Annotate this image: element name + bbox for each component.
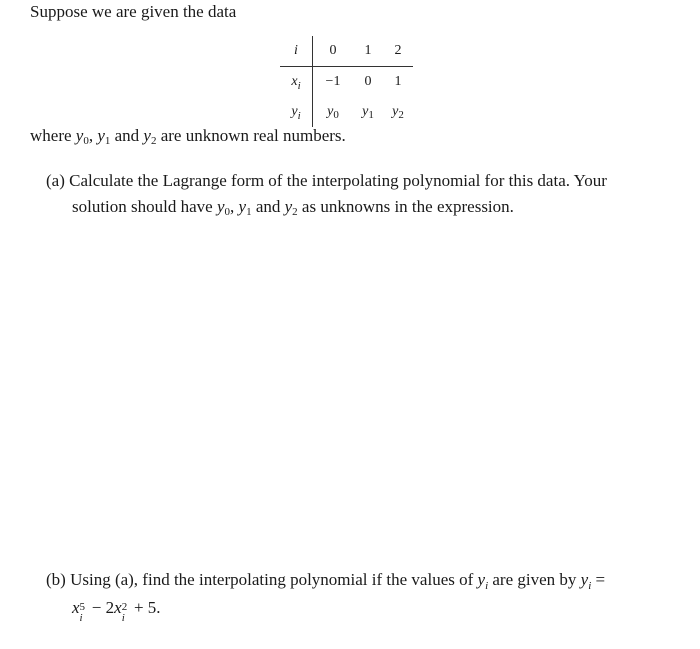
part-b-marker: (b) [46, 570, 66, 589]
part-b-line1: (b) Using (a), find the interpolating polynomial if the values of $y_i$ are given by $y_i$ = [46, 570, 606, 592]
x-cell: −1 [325, 74, 341, 89]
question-part-b [46, 567, 666, 624]
x-cell: 0 [364, 74, 372, 89]
part-a-line2: solution should have y0, y1 and y2 as unknowns in the expression. [72, 197, 514, 218]
y-cell: $y_2$ [392, 104, 404, 121]
y-cell: $y_1$ [362, 104, 374, 121]
x-row-label: $x_i$ [280, 67, 313, 98]
data-table [280, 36, 413, 127]
table-header-row [280, 36, 413, 67]
header-cell: 0 [313, 36, 354, 67]
y-cell: $y_0$ [327, 104, 339, 121]
header-cell: 1 [353, 36, 383, 67]
where-text: where y0, y1 and y2 are unknown real numbers. [30, 126, 346, 147]
header-cell: 2 [383, 36, 413, 67]
x-cell: 1 [394, 74, 402, 89]
table-row-x [280, 67, 413, 98]
part-a-marker: (a) [46, 171, 65, 190]
table-row-y [280, 97, 413, 127]
header-label: i [280, 36, 313, 67]
part-b-line2: x 5 i − 2x 2 i + 5. [72, 598, 161, 624]
intro-text: Suppose we are given the data [30, 2, 237, 21]
question-part-a [46, 168, 666, 222]
y-row-label: $y_i$ [280, 97, 313, 127]
part-a-line1: (a) Calculate the Lagrange form of the interpolating polynomial for this data. Your [46, 171, 607, 190]
